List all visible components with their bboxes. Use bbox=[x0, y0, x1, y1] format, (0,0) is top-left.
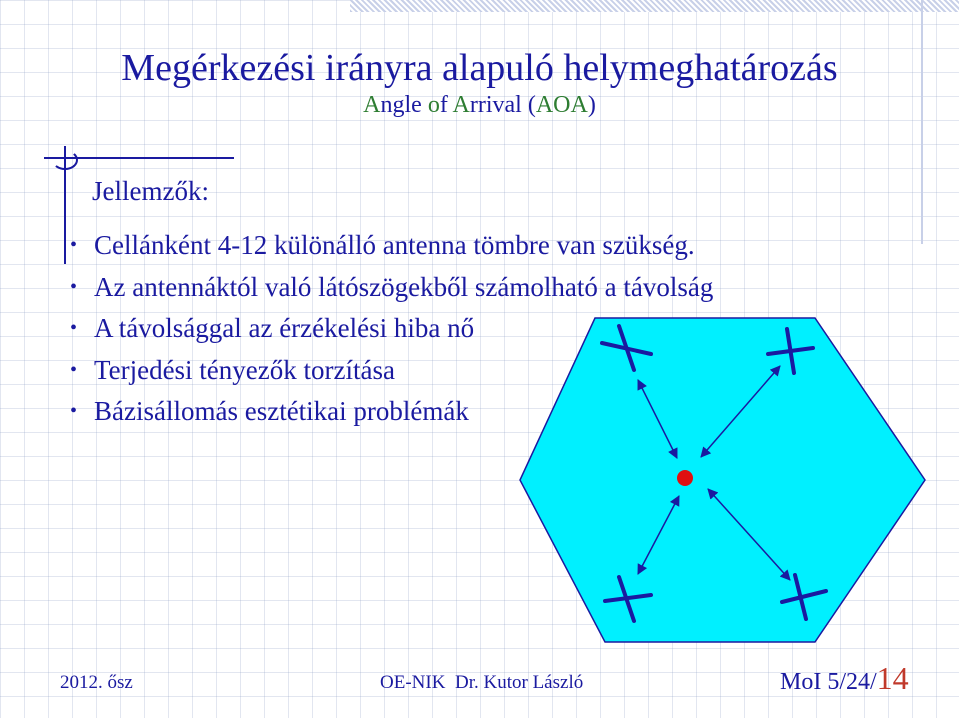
subtitle-part: f bbox=[439, 92, 453, 118]
bullet-text: Bázisállomás esztétikai problémák bbox=[94, 396, 469, 426]
bullet-dot: • bbox=[70, 358, 78, 381]
bullet-dot: • bbox=[70, 317, 78, 339]
footer-institution: OE-NIK bbox=[380, 672, 446, 693]
bullet-text: A távolsággal az érzékelési hiba nő bbox=[94, 313, 475, 343]
mobile-target-dot bbox=[677, 470, 693, 486]
footer-author: Dr. Kutor László bbox=[455, 672, 584, 693]
bullet-text: Az antennáktól való látószögekből számolható a távolság bbox=[94, 271, 714, 302]
course-page-label: MoI 5/24/ bbox=[780, 669, 877, 695]
slide-number: 14 bbox=[876, 660, 909, 696]
subtitle-part: o bbox=[427, 92, 440, 118]
bullet-dot: • bbox=[70, 275, 78, 298]
cell-hexagon bbox=[520, 318, 925, 642]
subtitle-part: A bbox=[363, 92, 381, 118]
footer-date: 2012. ősz bbox=[60, 672, 133, 693]
bullet-text: Cellánként 4-12 különálló antenna tömbre van szükség. bbox=[94, 230, 695, 260]
bullet-text: Terjedési tényezők torzítása bbox=[94, 354, 395, 385]
subtitle-part: ) bbox=[587, 92, 596, 118]
bullet-dot: • bbox=[70, 234, 78, 256]
bullet-dot: • bbox=[70, 400, 78, 422]
page-number bbox=[780, 660, 909, 697]
subtitle-part: A bbox=[452, 92, 470, 118]
subtitle-part: rrival ( bbox=[469, 92, 536, 118]
slide-title: Megérkezési irányra alapuló helymeghatározás bbox=[121, 47, 838, 89]
subtitle-part: ngle bbox=[380, 92, 428, 118]
subtitle-part: AOA bbox=[535, 92, 588, 118]
section-label: Jellemzők: bbox=[92, 176, 209, 206]
